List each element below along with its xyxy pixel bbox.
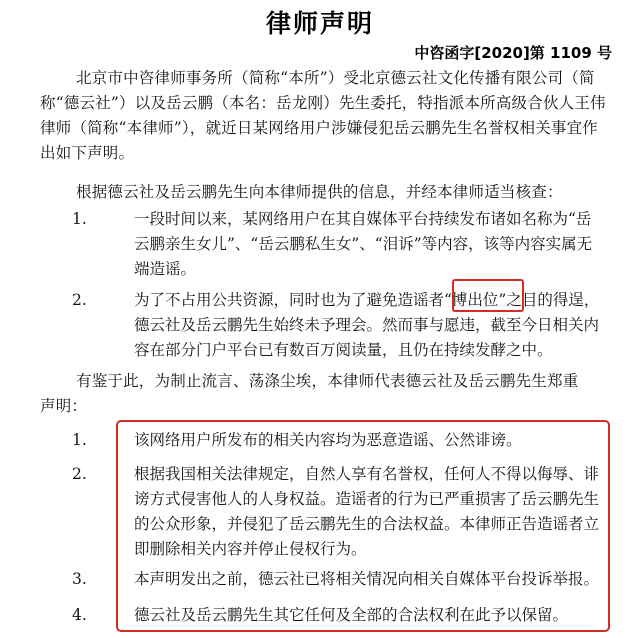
declaration-text: 根据我国相关法律规定，自然人享有名誉权，任何人不得以侮辱、诽谤方式侵害他人的人身权益。造谣者的行为已严重损害了岳云鹏先生的公众形象，并侵犯了岳云鹏先生的合法权益。本律师正告造谣者立即删除相关内容并停止侵权行为。 bbox=[134, 465, 600, 558]
declaration-text: 德云社及岳云鹏先生其它任何及全部的合法权利在此予以保留。 bbox=[134, 606, 569, 624]
document-title: 律师声明 bbox=[265, 9, 374, 38]
document-number: 中咨函字[2020]第 1109 号 bbox=[414, 44, 612, 62]
intro-paragraph-rest: 称“德云社”）以及岳云鹏（本名：岳龙刚）先生委托，特指派本所高级合伙人王伟律师（简称“本律师”），就近日某网络用户涉嫌侵犯岳云鹏先生名誉权相关事宜作出如下声明。 bbox=[40, 94, 606, 162]
intro-paragraph-line1: 北京市中咨律师事务所（简称“本所”）受北京德云社文化传播有限公司（简 bbox=[76, 69, 595, 87]
highlight-box-declarations bbox=[116, 420, 610, 632]
fact-text: 为了不占用公共资源，同时也为了避免造谣者“博出位”之目的得逞，德云社及岳云鹏先生始终未予理会。然而事与愿违，截至今日相关内容在部分门户平台已有数百万阅读量，且仍在持续发酵之中。 bbox=[134, 291, 600, 359]
fact-text: 一段时间以来，某网络用户在其自媒体平台持续发布诸如名称为“岳云鹏亲生女儿”、“岳云鹏私生女”、“泪诉”等内容，该等内容实属无端造谣。 bbox=[134, 210, 593, 278]
declaration-text: 该网络用户所发布的相关内容均为恶意造谣、公然诽谤。 bbox=[134, 431, 522, 449]
declaration-number: 3. bbox=[72, 570, 87, 588]
declaration-intro-line1: 有鉴于此，为制止流言、荡涤尘埃，本律师代表德云社及岳云鹏先生郑重 bbox=[76, 372, 579, 390]
declaration-intro-rest: 声明： bbox=[40, 397, 88, 415]
fact-number: 1. bbox=[72, 210, 87, 228]
declaration-number: 4. bbox=[72, 606, 87, 624]
declaration-number: 1. bbox=[72, 431, 87, 449]
declaration-number: 2. bbox=[72, 465, 87, 483]
fact-number: 2. bbox=[72, 291, 87, 309]
highlight-box-phrase bbox=[452, 279, 524, 312]
declaration-text: 本声明发出之前，德云社已将相关情况向相关自媒体平台投诉举报。 bbox=[134, 570, 600, 588]
facts-intro: 根据德云社及岳云鹏先生向本律师提供的信息，并经本律师适当核查： bbox=[76, 183, 563, 201]
